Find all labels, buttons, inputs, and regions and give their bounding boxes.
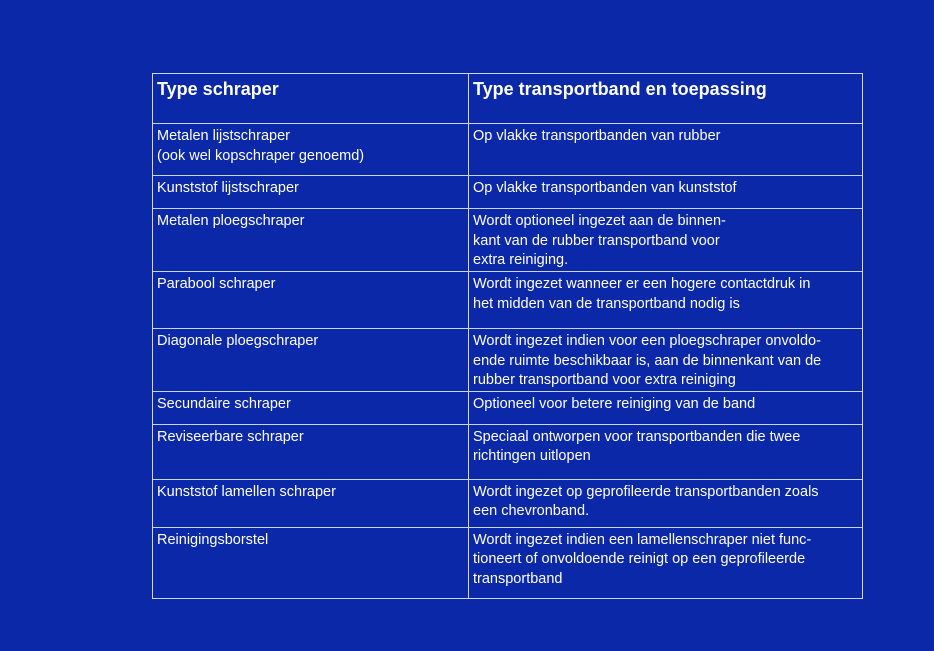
cell-type: Secundaire schraper	[153, 391, 469, 424]
cell-use: Wordt ingezet indien een lamellenschraper niet func- tioneert of onvoldoende reinigt op een geprofileerde transportband	[469, 527, 863, 598]
cell-type: Diagonale ploegschraper	[153, 329, 469, 392]
table-row	[153, 329, 863, 392]
header-type-transportband: Type transportband en toepassing	[469, 74, 863, 124]
table-row	[153, 479, 863, 527]
cell-use: Op vlakke transportbanden van kunststof	[469, 176, 863, 209]
cell-type: Metalen lijstschraper (ook wel kopschraper genoemd)	[153, 124, 469, 176]
table-row	[153, 209, 863, 272]
cell-type: Reviseerbare schraper	[153, 424, 469, 479]
cell-type: Reinigingsborstel	[153, 527, 469, 598]
cell-type: Parabool schraper	[153, 272, 469, 329]
table-row	[153, 527, 863, 598]
cell-use: Speciaal ontworpen voor transportbanden die twee richtingen uitlopen	[469, 424, 863, 479]
cell-use: Wordt ingezet indien voor een ploegschraper onvoldo- ende ruimte beschikbaar is, aan de binnenkant van de rubber transportband voor extra reiniging	[469, 329, 863, 392]
table-row	[153, 272, 863, 329]
cell-type: Metalen ploegschraper	[153, 209, 469, 272]
table-row	[153, 391, 863, 424]
cell-type: Kunststof lamellen schraper	[153, 479, 469, 527]
table-row	[153, 176, 863, 209]
table-row	[153, 424, 863, 479]
table-row	[153, 124, 863, 176]
cell-use: Wordt ingezet op geprofileerde transportbanden zoals een chevronband.	[469, 479, 863, 527]
cell-use: Op vlakke transportbanden van rubber	[469, 124, 863, 176]
cell-use: Optioneel voor betere reiniging van de band	[469, 391, 863, 424]
header-type-schraper: Type schraper	[153, 74, 469, 124]
cell-use: Wordt ingezet wanneer er een hogere contactdruk in het midden van de transportband nodig is	[469, 272, 863, 329]
cell-type: Kunststof lijstschraper	[153, 176, 469, 209]
table-header-row	[153, 74, 863, 124]
scraper-table	[152, 73, 863, 599]
cell-use: Wordt optioneel ingezet aan de binnen- kant van de rubber transportband voor extra reiniging.	[469, 209, 863, 272]
